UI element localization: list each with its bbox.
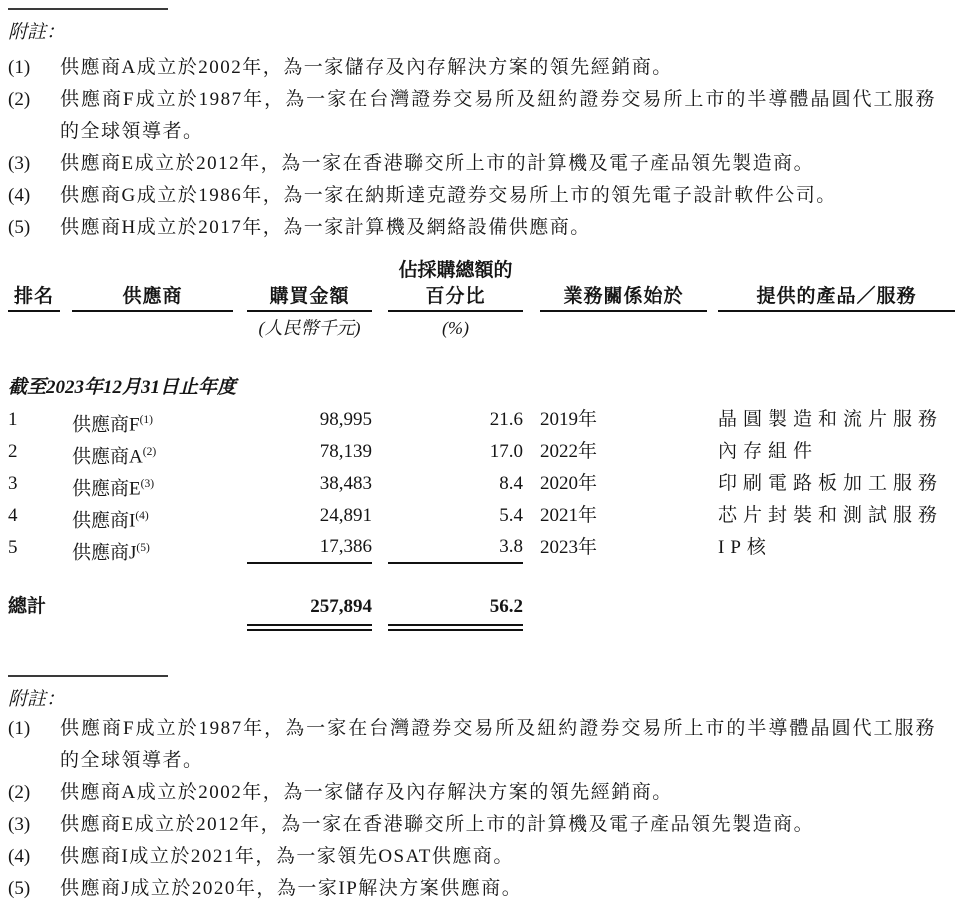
supplier-name: 供應商J xyxy=(72,542,137,564)
note-number: (2) xyxy=(8,782,31,803)
table-section-title: 截至2023年12月31日止年度 xyxy=(8,377,237,398)
notes-bottom-label: 附註： xyxy=(8,689,66,710)
unit-amount: (人民幣千元) xyxy=(258,318,361,338)
cell-amount: 38,483 xyxy=(319,473,372,494)
notes-top-list xyxy=(0,52,960,244)
table-header-row xyxy=(0,284,960,312)
column-header-supplier: 供應商 xyxy=(72,284,233,312)
note-number: (3) xyxy=(8,814,31,835)
cell-supplier xyxy=(72,436,233,468)
note-number: (5) xyxy=(8,217,31,238)
cell-supplier xyxy=(72,468,233,500)
cell-percent: 21.6 xyxy=(489,409,523,430)
cell-amount: 17,386 xyxy=(247,532,372,564)
note-item xyxy=(0,84,960,148)
note-item xyxy=(0,212,960,244)
cell-rank: 1 xyxy=(8,409,18,430)
note-item xyxy=(0,713,960,777)
table-row xyxy=(0,436,960,468)
cell-amount: 24,891 xyxy=(319,505,372,526)
column-header-percent-line1: 佔採購總額的 xyxy=(398,260,513,281)
table-header-overline-row xyxy=(0,258,960,284)
cell-products: IP核 xyxy=(718,537,772,558)
cell-amount: 98,995 xyxy=(319,409,372,430)
cell-rank: 2 xyxy=(8,441,18,462)
cell-percent: 5.4 xyxy=(499,505,523,526)
supplier-name: 供應商I xyxy=(72,510,136,532)
table-unit-row xyxy=(0,312,960,344)
cell-products: 芯片封裝和測試服務 xyxy=(718,505,944,526)
note-reference: (2) xyxy=(142,446,157,458)
total-label: 總計 xyxy=(8,596,47,617)
notes-separator-line-bottom xyxy=(8,675,168,677)
cell-products: 印刷電路板加工服務 xyxy=(718,473,944,494)
note-reference: (4) xyxy=(135,510,149,522)
table-row xyxy=(0,532,960,564)
note-number: (5) xyxy=(8,878,31,899)
cell-year: 2022年 xyxy=(540,441,598,462)
cell-products: 晶圓製造和流片服務 xyxy=(718,409,944,430)
note-text: 供應商A成立於2002年，為一家儲存及內存解決方案的領先經銷商。 xyxy=(60,782,673,803)
total-percent: 56.2 xyxy=(388,592,523,631)
note-item xyxy=(0,777,960,809)
note-reference: (3) xyxy=(140,478,155,490)
column-header-products: 提供的產品／服務 xyxy=(718,284,955,312)
cell-year: 2021年 xyxy=(540,505,598,526)
note-reference: (1) xyxy=(139,414,153,426)
note-text: 供應商F成立於1987年，為一家在台灣證券交易所及紐約證券交易所上市的半導體晶圓代工服務的全球領導者。 xyxy=(60,718,936,771)
cell-rank: 4 xyxy=(8,505,18,526)
note-item xyxy=(0,52,960,84)
note-number: (4) xyxy=(8,846,31,867)
column-header-percent: 百分比 xyxy=(388,284,523,312)
table-row xyxy=(0,500,960,532)
cell-rank: 5 xyxy=(8,537,18,558)
column-header-rank: 排名 xyxy=(8,284,60,312)
cell-percent: 8.4 xyxy=(499,473,523,494)
note-item xyxy=(0,148,960,180)
note-number: (4) xyxy=(8,185,31,206)
cell-supplier xyxy=(72,532,233,564)
supplier-name: 供應商E xyxy=(72,478,141,500)
note-text: 供應商A成立於2002年，為一家儲存及內存解決方案的領先經銷商。 xyxy=(60,57,673,78)
note-item xyxy=(0,809,960,841)
note-text: 供應商E成立於2012年，為一家在香港聯交所上市的計算機及電子產品領先製造商。 xyxy=(60,814,815,835)
note-item xyxy=(0,841,960,873)
cell-products: 內存組件 xyxy=(718,441,819,462)
supplier-name: 供應商A xyxy=(72,446,143,468)
cell-year: 2020年 xyxy=(540,473,598,494)
cell-percent: 3.8 xyxy=(388,532,523,564)
table-body xyxy=(0,404,960,564)
note-text: 供應商J成立於2020年，為一家IP解決方案供應商。 xyxy=(60,878,523,899)
note-text: 供應商E成立於2012年，為一家在香港聯交所上市的計算機及電子產品領先製造商。 xyxy=(60,153,815,174)
cell-year: 2019年 xyxy=(540,409,598,430)
note-reference: (5) xyxy=(136,542,150,554)
supplier-name: 供應商F xyxy=(72,414,140,436)
total-amount: 257,894 xyxy=(247,592,372,631)
table-total-row xyxy=(0,592,960,631)
cell-amount: 78,139 xyxy=(319,441,372,462)
table-row xyxy=(0,404,960,436)
column-header-amount: 購買金額 xyxy=(247,284,372,312)
note-item xyxy=(0,873,960,905)
note-number: (2) xyxy=(8,89,31,110)
notes-separator-line-top xyxy=(8,8,168,10)
note-number: (3) xyxy=(8,153,31,174)
unit-percent: (%) xyxy=(442,318,469,338)
table-row xyxy=(0,468,960,500)
cell-year: 2023年 xyxy=(540,537,598,558)
note-number: (1) xyxy=(8,718,31,739)
cell-supplier xyxy=(72,500,233,532)
cell-rank: 3 xyxy=(8,473,18,494)
cell-supplier xyxy=(72,404,233,436)
notes-bottom-list xyxy=(0,713,960,905)
note-text: 供應商I成立於2021年，為一家領先OSAT供應商。 xyxy=(60,846,514,867)
cell-percent: 17.0 xyxy=(489,441,523,462)
column-header-year: 業務關係始於 xyxy=(540,284,707,312)
note-text: 供應商H成立於2017年，為一家計算機及網絡設備供應商。 xyxy=(60,217,591,238)
note-number: (1) xyxy=(8,57,31,78)
note-text: 供應商G成立於1986年，為一家在納斯達克證券交易所上市的領先電子設計軟件公司。 xyxy=(60,185,837,206)
notes-top-label: 附註： xyxy=(8,22,66,43)
suppliers-table xyxy=(0,258,960,631)
note-item xyxy=(0,180,960,212)
note-text: 供應商F成立於1987年，為一家在台灣證券交易所及紐約證券交易所上市的半導體晶圓代工服務的全球領導者。 xyxy=(60,89,936,142)
